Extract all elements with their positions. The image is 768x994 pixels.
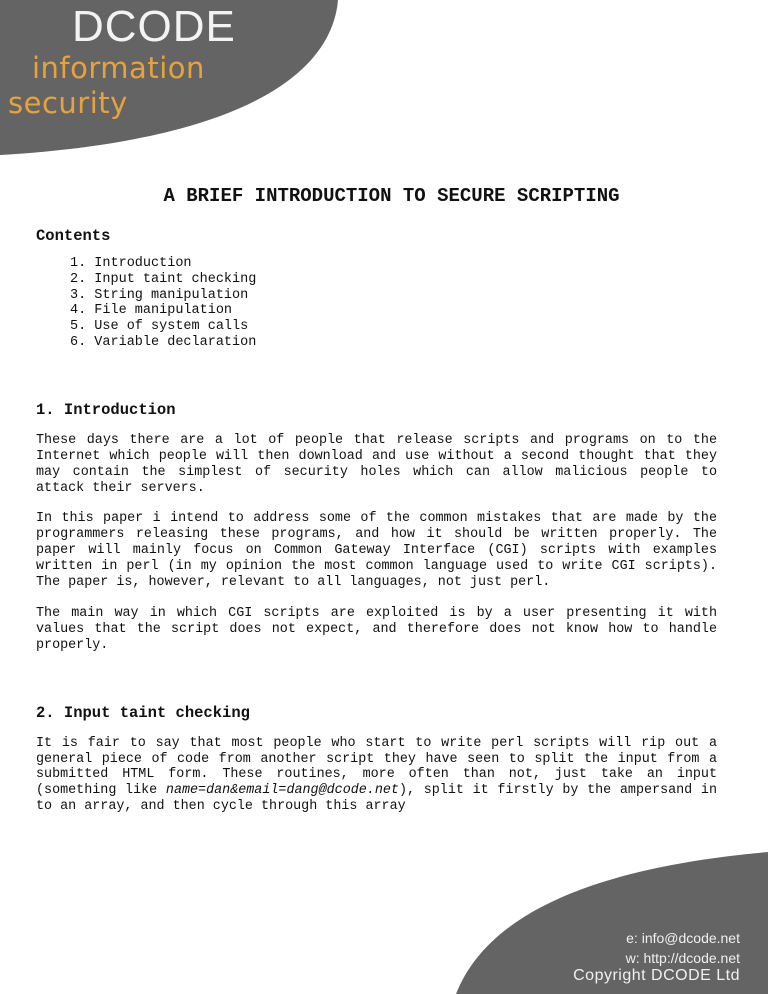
table-of-contents [36,256,717,351]
paragraph: These days there are a lot of people that release scripts and programs on to the Internet which people will then download and use without a second thought that they may contain the simplest of security holes which can allow malicious people to attack their servers. [36,432,717,496]
toc-item: 5. Use of system calls [70,319,249,335]
brand-tagline-line-2: security [8,86,128,120]
toc-item: 3. String manipulation [70,287,249,303]
toc-item: 2. Input taint checking [70,271,257,287]
section-heading-input-taint-checking: 2. Input taint checking [36,703,250,722]
paragraph-text: ), split it firstly by the ampersand in to an array, and then cycle through this array [36,783,717,815]
footer-website: w: http://dcode.net [625,950,740,966]
toc-item: 6. Variable declaration [70,334,257,350]
document-body [36,184,717,815]
paragraph-text: It is fair to say that most people who start to write perl scripts will rip out a general piece of code from another script they have seen to split the input from a submitted HTML form. These routines, more often than not, just take an input (something like [36,735,717,799]
section-heading-introduction: 1. Introduction [36,400,176,419]
footer-email: e: info@dcode.net [626,930,740,946]
brand-tagline-line-1: information [32,51,205,85]
toc-item: 4. File manipulation [70,303,233,319]
paragraph: In this paper i intend to address some of the common mistakes that are made by the programmers releasing these programs, and how it should be written properly. The paper will mainly focus on Common Gateway Interface (CGI) scripts with examples written in perl (in my opinion the most common language used to write CGI scripts). The paper is, however, relevant to all languages, not just perl. [36,511,717,591]
example-input-string: name=dan&email=dang@dcode.net [165,783,399,799]
brand-logo-title: DCODE [72,2,236,51]
toc-item: 1. Introduction [70,256,192,271]
document-title: A BRIEF INTRODUCTION TO SECURE SCRIPTING [163,185,620,207]
paragraph: The main way in which CGI scripts are exploited is by a user presenting it with values that the script does not expect, and therefore does not know how to handle properly. [36,605,717,653]
paragraph [36,736,717,816]
contents-heading: Contents [36,227,111,245]
footer-copyright: Copyright DCODE Ltd [573,967,740,984]
